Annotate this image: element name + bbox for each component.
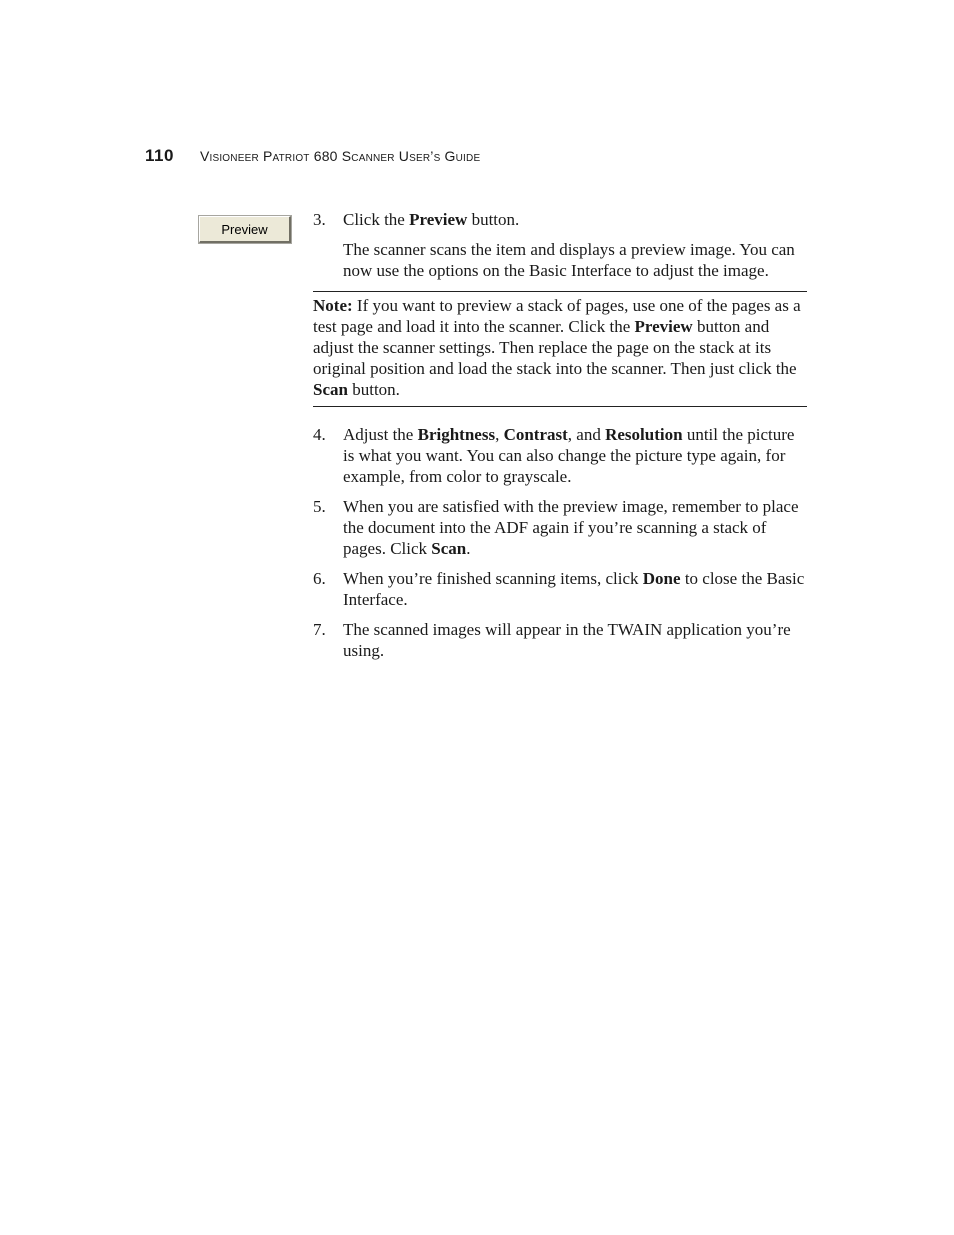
bold-term: Scan [431,539,467,558]
text-run: button and adjust the scanner settings. Then replace the page on the stack at its original position and load the stack into the scanner. Then just click the [313,317,797,378]
step-text [343,209,807,230]
step-3-description: The scanner scans the item and displays a preview image. You can now use the options on the Basic Interface to adjust the image. [343,240,795,280]
text-run: Click the [343,210,410,229]
note-label: Note: [313,296,353,315]
preview-button-screenshot [199,216,291,243]
page-header [145,146,480,166]
page-number: 110 [145,146,174,165]
preview-button-label: Preview [221,221,268,237]
instructions [313,209,807,670]
step-6 [313,568,807,610]
text-run: If you want to preview a stack of pages, use one of the pages as a test page and load it into the scanner. Click the [313,296,801,336]
bold-term: Preview [634,317,693,336]
step-number: 5. [313,497,326,516]
step-number: 4. [313,425,326,444]
bold-term: Contrast [503,425,568,444]
running-title: Visioneer Patriot 680 Scanner User’s Guide [199,148,481,164]
text-run: When you’re finished scanning items, click [343,569,643,588]
step-5 [313,496,807,559]
step-text [343,568,807,610]
text-run: button. [467,210,520,229]
step-number: 6. [313,569,326,588]
step-number: 7. [313,620,326,639]
step-text [343,496,807,559]
step-number: 3. [313,210,326,229]
bold-term: Scan [313,380,348,399]
text-run: to close the Basic Interface. [343,569,805,609]
bold-term: Resolution [605,425,683,444]
step-3 [313,209,807,230]
bold-term: Done [642,569,681,588]
text-run: When you are satisfied with the preview image, remember to place the document into the ADF again if you’re scanning a stack of pages. Click [343,497,799,558]
step-7 [313,619,807,661]
text-run: . [466,539,471,558]
step-text: The scanned images will appear in the TWAIN application you’re using. [343,620,791,660]
note-box [313,291,807,407]
text-run: , and [567,425,606,444]
bold-term: Preview [409,210,468,229]
bold-term: Brightness [417,425,496,444]
step-text [343,424,807,487]
text-run: button. [347,380,400,399]
text-run: , [495,425,504,444]
text-run: Adjust the [343,425,418,444]
step-4 [313,424,807,487]
text-run: until the picture is what you want. You can also change the picture type again, for example, from color to grayscale. [343,425,795,486]
